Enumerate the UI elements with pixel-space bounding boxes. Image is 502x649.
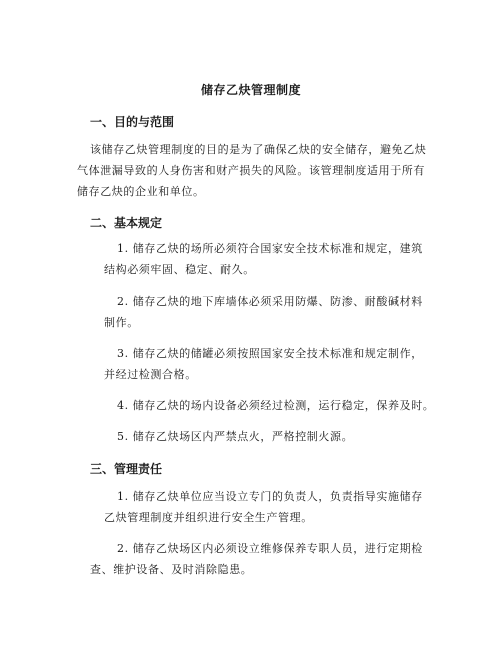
- document-title: 储存乙炔管理制度: [200, 83, 301, 97]
- section-heading-basic-rules: 二、基本规定: [90, 216, 163, 230]
- list-item-line: 2. 储存乙炔场区内必须设立维修保养专职人员，进行定期检: [117, 542, 423, 555]
- list-item-line: 1. 储存乙炔单位应当设立专门的负责人，负责指导实施储存: [117, 490, 423, 503]
- paragraph-line: 该储存乙炔管理制度的目的是为了确保乙炔的安全储存，避免乙炔: [90, 143, 427, 156]
- list-item-line: 4. 储存乙炔的场内设备必须经过检测，运行稳定，保养及时。: [117, 399, 435, 412]
- section-heading-management-responsibility: 三、管理责任: [90, 462, 163, 476]
- paragraph-line: 气体泄漏导致的人身伤害和财产损失的风险。该管理制度适用于所有: [77, 164, 425, 177]
- list-item-line: 5. 储存乙炔场区内严禁点火，严格控制火源。: [117, 430, 354, 443]
- list-item-line: 3. 储存乙炔的储罐必须按照国家安全技术标准和规定制作，: [117, 347, 423, 360]
- list-item-line: 查、维护设备、及时消除隐患。: [90, 563, 253, 576]
- list-item-line: 结构必须牢固、稳定、耐久。: [104, 263, 255, 276]
- list-item-line: 并经过检测合格。: [104, 368, 197, 381]
- list-item-line: 乙炔管理制度并组织进行安全生产管理。: [104, 511, 313, 524]
- paragraph-line: 储存乙炔的企业和单位。: [77, 185, 205, 198]
- section-heading-purpose-scope: 一、目的与范围: [90, 115, 175, 129]
- list-item-line: 2. 储存乙炔的地下库墙体必须采用防爆、防渗、耐酸碱材料: [117, 295, 423, 308]
- list-item-line: 制作。: [104, 316, 139, 329]
- list-item-line: 1. 储存乙炔的场所必须符合国家安全技术标准和规定，建筑: [117, 242, 423, 255]
